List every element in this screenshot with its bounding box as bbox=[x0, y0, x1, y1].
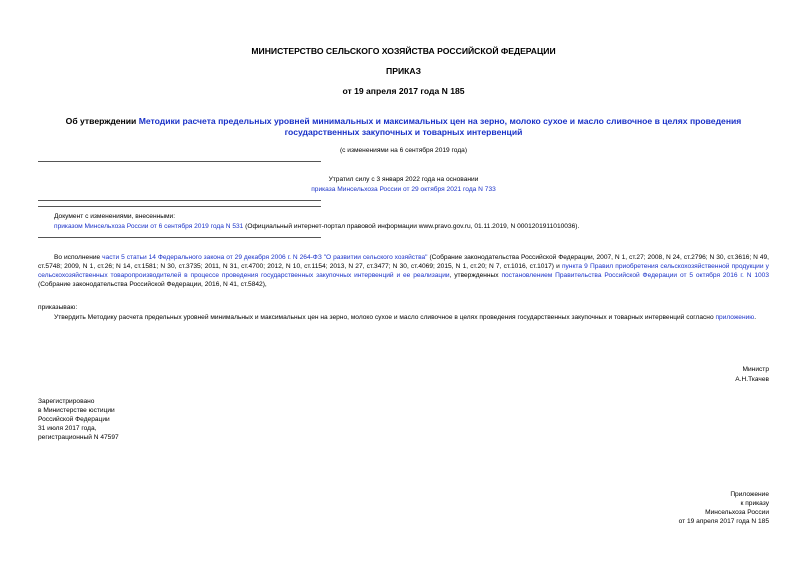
preamble-text: Во исполнение bbox=[54, 254, 103, 261]
appendix-line: к приказу bbox=[740, 500, 769, 507]
appendix-line: Минсельхоза России bbox=[705, 509, 769, 516]
preamble-paragraph bbox=[38, 253, 769, 289]
divider bbox=[38, 200, 321, 201]
edition-note: (с изменениями на 6 сентября 2019 года) bbox=[339, 147, 468, 154]
divider bbox=[38, 161, 321, 162]
expired-order-link[interactable]: приказа Минсельхоза России от 29 октября 2021 года N 733 bbox=[311, 186, 496, 193]
divider bbox=[38, 206, 321, 207]
doc-type: ПРИКАЗ bbox=[386, 66, 421, 76]
registration-line: в Министерстве юстиции bbox=[38, 407, 115, 414]
approval-paragraph bbox=[38, 313, 769, 322]
registration-line: Российской Федерации bbox=[38, 416, 110, 423]
divider bbox=[38, 237, 321, 238]
registration-line: Зарегистрировано bbox=[38, 398, 95, 405]
preamble-text: (Собрание законодательства Российской Федерации, 2016, N 41, ст.5842), bbox=[38, 281, 267, 288]
preamble-text: , утвержденных bbox=[449, 272, 502, 279]
appendix-line: от 19 апреля 2017 года N 185 bbox=[678, 518, 769, 525]
registration-line: 31 июля 2017 года, bbox=[38, 425, 97, 432]
expired-notice: Утратил силу с 3 января 2022 года на основании bbox=[328, 176, 479, 183]
changes-label: Документ с изменениями, внесенными: bbox=[54, 213, 176, 220]
methodology-link[interactable]: Методики расчета предельных уровней минимальных и максимальных цен на зерно, молоко сухое и масло сливочное в целях проведения государственных закупочных и товарных интервенций bbox=[138, 116, 742, 137]
rules-clause-link[interactable]: пункта 9 Правил приобретения сельскохозяйственной продукции у сельскохозяйственных товаропроизводителей в процессе проведения государственных закупочных интервенций и ее реализации bbox=[38, 263, 769, 279]
appendix-line: Приложение bbox=[730, 491, 769, 498]
doc-title-prefix: Об утверждении bbox=[65, 116, 139, 126]
changes-line bbox=[54, 222, 774, 231]
doc-title bbox=[50, 116, 757, 138]
approval-text: Утвердить Методику расчета предельных уровней минимальных и максимальных цен на зерно, молоко сухое и масло сливочное в целях проведения государственных закупочных и товарных интервенций согласно bbox=[54, 314, 716, 321]
registration-line: регистрационный N 47597 bbox=[38, 434, 119, 441]
law-article-link[interactable]: части 5 статьи 14 Федерального закона от 29 декабря 2006 г. N 264-ФЗ "О развитии сельского хозяйства" bbox=[102, 254, 428, 261]
appendix-block bbox=[679, 490, 769, 526]
appendix-link[interactable]: приложению bbox=[715, 314, 755, 321]
order-word: приказываю: bbox=[38, 304, 78, 311]
approval-text: . bbox=[754, 314, 757, 321]
changes-order-link[interactable]: приказом Минсельхоза России от 6 сентября 2019 года N 531 bbox=[54, 223, 244, 230]
registration-block bbox=[38, 397, 119, 442]
preamble-text: (Собрание законодательства Российской Федерации, 2007, N 1, ст.27; 2008, N 24, ст.2796; N 30, ст.3616; N 49, ст.5748; 2009, N 1, ст.26; N 14, ст.1581; N 30, ст.3735; 2011, N 31, ст.4700; 2012, N 10, ст.1154; 2013, N 27, ст.3477; N 30, ст.4069; 2015, N 1, ст.20; N 7, ст.1016, ст.1017) и bbox=[38, 254, 770, 270]
signature-position: Министр bbox=[742, 366, 769, 373]
changes-source: (Официальный интернет-портал правовой информации www.pravo.gov.ru, 01.11.2019, N 0001201911010036). bbox=[243, 223, 580, 230]
signature-name: А.Н.Ткачев bbox=[735, 376, 769, 383]
government-decree-link[interactable]: постановлением Правительства Российской Федерации от 5 октября 2016 г. N 1003 bbox=[501, 272, 769, 279]
ministry-title: МИНИСТЕРСТВО СЕЛЬСКОГО ХОЗЯЙСТВА РОССИЙСКОЙ ФЕДЕРАЦИИ bbox=[251, 46, 556, 56]
doc-date-number: от 19 апреля 2017 года N 185 bbox=[342, 86, 465, 96]
